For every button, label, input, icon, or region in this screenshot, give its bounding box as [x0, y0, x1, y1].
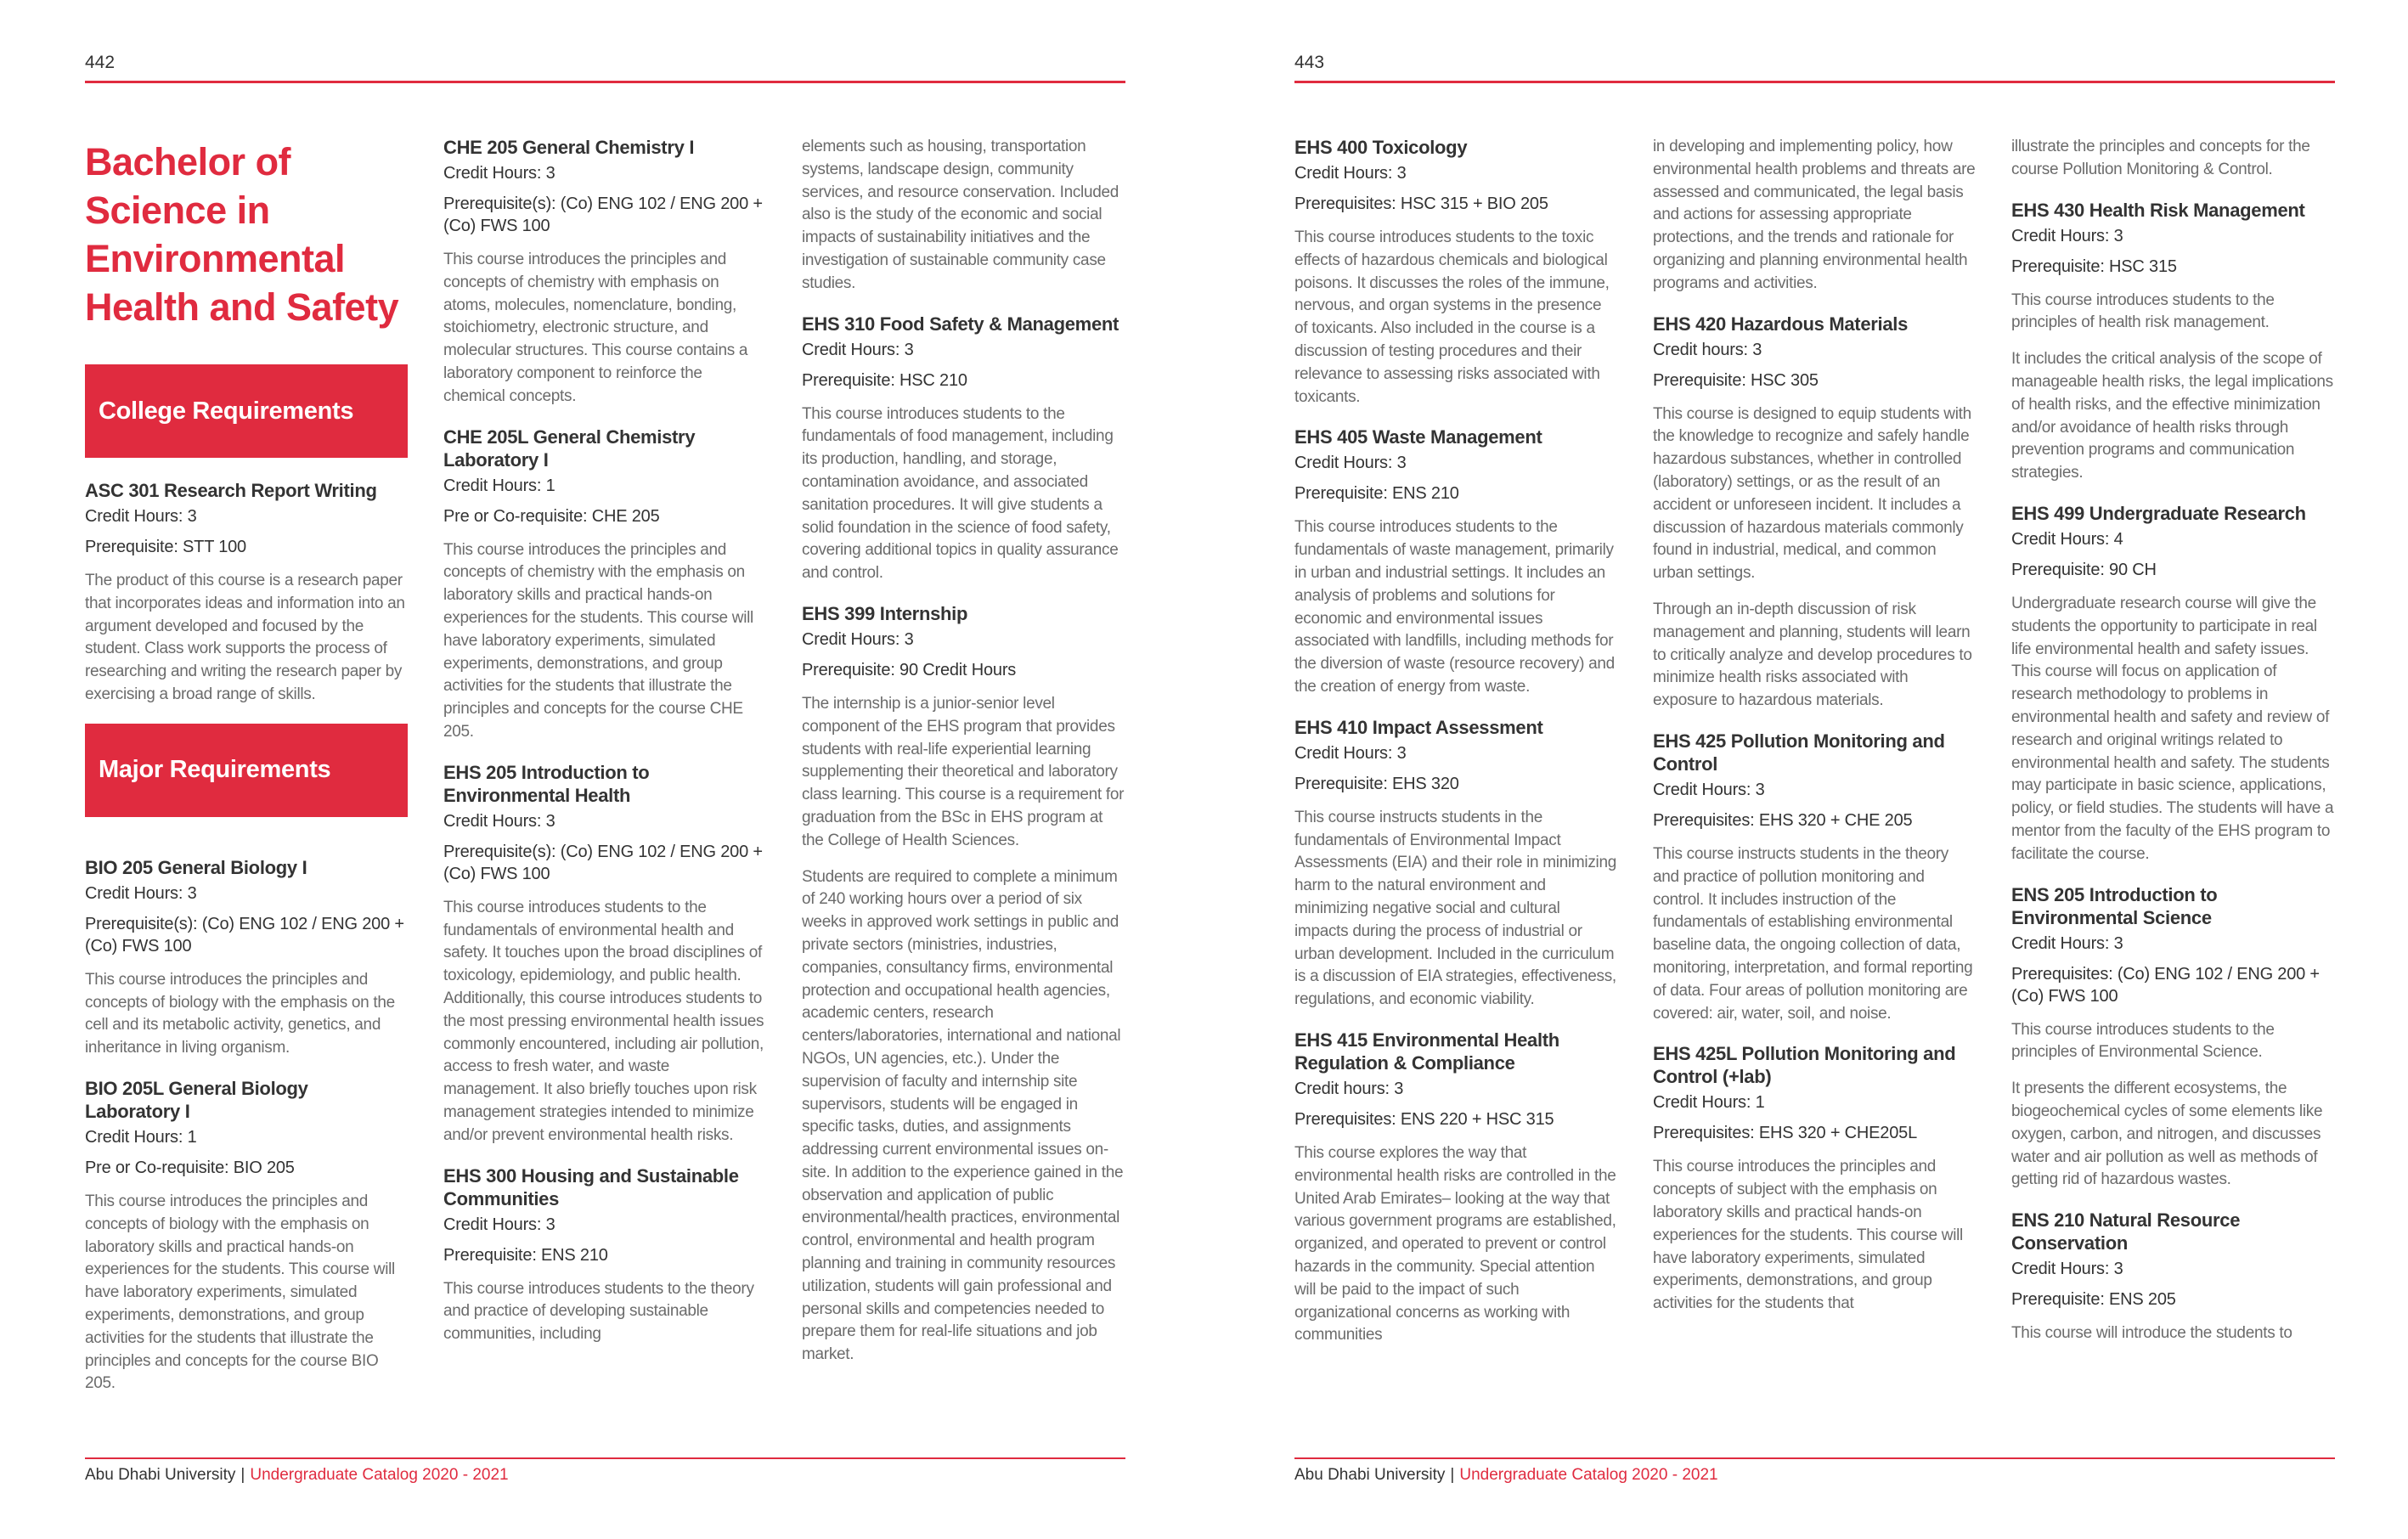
course-description: illustrate the principles and concepts for the course Pollution Monitoring & Control.: [2011, 138, 2310, 178]
column-1: [85, 136, 408, 1412]
course-title: BIO 205 General Biology I: [85, 856, 307, 878]
course-entry: [443, 136, 766, 409]
course-entry: [85, 856, 408, 1060]
course-credit-hours: Credit Hours: 3: [1294, 164, 1407, 183]
course-title: EHS 415 Environmental Health Regulation & Compliance: [1294, 1029, 1559, 1074]
course-description: This course introduces the principles and concepts of chemistry with emphasis on atoms, molecules, nomenclature, bonding, stoichiometry, electronic structure, and molecular structures. This course contains a laboratory component to reinforce the chemical concepts.: [443, 251, 748, 405]
course-title: EHS 205 Introduction to Environmental Health: [443, 761, 650, 806]
footer-university: Abu Dhabi University: [85, 1466, 236, 1484]
course-list: [1294, 136, 1617, 1347]
course-title: CHE 205 General Chemistry I: [443, 137, 695, 158]
course-title: BIO 205L General Biology Laboratory I: [85, 1077, 308, 1122]
course-description: elements such as housing, transportation systems, landscape design, community services, and resource conservation. Included also is the study of the economic and social impacts of sustainability initiatives and the investigation of sustainable community case studies.: [802, 138, 1119, 292]
course-credit-hours: Credit Hours: 3: [443, 811, 555, 831]
course-entry: [2011, 1209, 2334, 1345]
course-credit-hours: Credit Hours: 3: [802, 340, 914, 359]
course-credit-hours: Credit Hours: 3: [1294, 454, 1407, 473]
course-title: EHS 430 Health Risk Management: [2011, 199, 2305, 221]
course-title: EHS 425 Pollution Monitoring and Control: [1653, 730, 1945, 775]
course-title: EHS 310 Food Safety & Management: [802, 313, 1119, 335]
course-credit-hours: Credit Hours: 3: [802, 629, 914, 649]
course-entry: [1294, 1029, 1617, 1347]
top-divider: [1294, 81, 2335, 83]
course-description: This course introduces the principles and concepts of biology with the emphasis on the cell and its metabolic activity, genetics, and inheritance in living organism.: [85, 970, 395, 1057]
left-page: [85, 0, 1204, 1539]
course-prerequisite: Prerequisites: EHS 320 + CHE205L: [1653, 1124, 1917, 1143]
course-description: This course instructs students in the fundamentals of Environmental Impact Assessments (EIA) and their role in minimizing harm to the natural environment and minimizing negative social and cultural impacts during the process of industrial or urban development. Included in the curriculum is a discussion of EIA strategies, effectiveness, regulations, and economic viability.: [1294, 808, 1617, 1009]
course-prerequisite: Pre or Co-requisite: BIO 205: [85, 1158, 295, 1177]
course-credit-hours: Credit Hours: 4: [2011, 529, 2123, 549]
course-prerequisite: Prerequisites: EHS 320 + CHE 205: [1653, 810, 1913, 830]
course-prerequisite: Prerequisite: ENS 210: [443, 1245, 608, 1265]
course-prerequisite: Pre or Co-requisite: CHE 205: [443, 506, 660, 526]
course-prerequisite: Prerequisite(s): (Co) ENG 102 / ENG 200 + (Co) FWS 100: [443, 842, 763, 883]
column-2: [1653, 136, 1976, 1333]
course-prerequisite: Prerequisite(s): (Co) ENG 102 / ENG 200 + (Co) FWS 100: [85, 914, 404, 956]
course-credit-hours: Credit Hours: 3: [1653, 780, 1765, 799]
course-entry: [2011, 199, 2334, 485]
top-divider: [85, 81, 1125, 83]
course-description: This course introduces students to the fundamentals of waste management, primarily in urban and industrial settings. It includes an analysis of problems and solutions for economic and environmental issues associated with landfills, including methods for the diversion of waste (resource recovery) and the creation of energy from waste.: [1294, 518, 1615, 696]
footer-university: Abu Dhabi University: [1294, 1466, 1446, 1484]
course-prerequisite: Prerequisite: HSC 315: [2011, 256, 2177, 276]
course-entry: [1294, 426, 1617, 698]
course-description: This course introduces students to the fundamentals of environmental health and safety. It touches upon the broad disciplines of toxicology, epidemiology, and public health. Additionally, this course introduces students to the most pressing environmental health issues commonly encountered, including air pollution, access to fresh water, and waste management. It also briefly touches upon risk management strategies intended to minimize and/or prevent environmental health risks.: [443, 898, 764, 1144]
footer-catalog: Undergraduate Catalog 2020 - 2021: [250, 1466, 509, 1484]
course-description: It includes the critical analysis of the scope of manageable health risks, the legal implications of health risks, and the effective minimization and/or avoidance of health risks through prevention programs and communication strategies.: [2011, 350, 2333, 482]
course-credit-hours: Credit Hours: 3: [85, 883, 197, 903]
course-prerequisite: Prerequisite: STT 100: [85, 538, 246, 556]
course-title: EHS 420 Hazardous Materials: [1653, 313, 1909, 335]
footer-catalog: Undergraduate Catalog 2020 - 2021: [1459, 1466, 1718, 1484]
course-prerequisite: Prerequisite(s): (Co) ENG 102 / ENG 200 + (Co) FWS 100: [443, 194, 763, 235]
course-title: EHS 425L Pollution Monitoring and Control (+lab): [1653, 1043, 1956, 1088]
course-credit-hours: Credit Hours: 3: [2011, 933, 2123, 953]
course-credit-hours: Credit Hours: 3: [2011, 1260, 2123, 1279]
course-entry: [1294, 716, 1617, 1012]
course-description: Through an in-depth discussion of risk management and planning, students will learn to critically analyze and develop procedures to minimize health risks associated with exposure to hazardous materials.: [1653, 600, 1972, 710]
course-description: This course introduces students to the principles of Environmental Science.: [2011, 1020, 2275, 1062]
course-credit-hours: Credit Hours: 3: [443, 1215, 555, 1234]
course-title: CHE 205L General Chemistry Laboratory I: [443, 426, 696, 471]
course-description: This course introduces students to the fundamentals of food management, including its production, handling, and storage, contamination avoidance, and associated sanitation procedures. It will give students a solid foundation in the science of food safety, covering additional topics in quality assurance and control.: [802, 404, 1119, 583]
bottom-divider: [85, 1457, 1125, 1459]
course-description: This course is designed to equip students with the knowledge to recognize and safely handle hazardous substances, whether in controlled (laboratory) settings, or as the result of an accident or unforeseen incident. It includes a discussion of hazardous materials commonly found in industrial, medical, and common urban settings.: [1653, 404, 1971, 583]
course-description: Undergraduate research course will give the students the opportunity to participate in real life environmental health and safety issues. This course will focus on application of research methodology to problems in environmental health and safety and review of research and original writings related to environmental health and safety. The students may participate in basic science, applications, policy, or field studies. The students will have a mentor from the faculty of the EHS program to facilitate the course.: [2011, 594, 2334, 863]
course-entry: [2011, 883, 2334, 1192]
course-entry: [802, 313, 1125, 585]
major-requirements-heading: Major Requirements: [85, 724, 408, 817]
bottom-divider: [1294, 1457, 2335, 1459]
course-entry: [1653, 136, 1976, 296]
college-requirements-heading: College Requirements: [85, 364, 408, 458]
course-title: EHS 499 Undergraduate Research: [2011, 502, 2306, 524]
course-entry: [802, 602, 1125, 1367]
course-credit-hours: Credit hours: 3: [1653, 340, 1762, 359]
course-entry: [443, 1164, 766, 1346]
column-3: [2011, 136, 2334, 1362]
course-credit-hours: Credit Hours: 3: [85, 507, 197, 526]
course-description: The product of this course is a research paper that incorporates ideas and information into an argument developed and focused by the student. Class work supports the process of researching and writing the research paper by exercising a broad range of skills.: [85, 572, 405, 703]
course-description: This course introduces students to the toxic effects of hazardous chemicals and biological poisons. It discusses the roles of the immune, nervous, and organ systems in the presence of toxicants. Also included in the course is a discussion of testing procedures and their relevance to assessing risks associated with toxicants.: [1294, 228, 1610, 406]
course-credit-hours: Credit Hours: 3: [1294, 743, 1407, 763]
course-description: The internship is a junior-senior level component of the EHS program that provides students with real-life experiential learning supplementing their theoretical and laboratory class learning. This course is a requirement for graduation from the BSc in EHS program at the College of Health Sciences.: [802, 694, 1125, 849]
course-prerequisite: Prerequisites: ENS 220 + HSC 315: [1294, 1109, 1554, 1129]
course-prerequisite: Prerequisite: EHS 320: [1294, 774, 1459, 793]
course-title: EHS 300 Housing and Sustainable Communities: [443, 1164, 739, 1209]
course-prerequisite: Prerequisite: ENS 210: [1294, 484, 1459, 504]
page-number: 442: [85, 53, 116, 72]
course-description: This course introduces students to the theory and practice of developing sustainable communities, including: [443, 1279, 754, 1344]
course-title: ENS 205 Introduction to Environmental Science: [2011, 883, 2218, 928]
course-credit-hours: Credit Hours: 1: [85, 1127, 197, 1147]
course-credit-hours: Credit Hours: 1: [443, 476, 555, 495]
course-description: This course introduces the principles and concepts of biology with the emphasis on laboratory skills and practical hands-on experiences for the students. This course will have laboratory experiments, simulated experiments, demonstrations, and group activities for the students that illustrate the principles and concepts for the course BIO 205.: [85, 1192, 395, 1393]
course-prerequisite: Prerequisite: ENS 205: [2011, 1290, 2176, 1310]
course-entry: [1294, 136, 1617, 409]
course-list: [443, 136, 766, 1346]
course-credit-hours: Credit hours: 3: [1294, 1079, 1404, 1098]
course-credit-hours: Credit Hours: 1: [1653, 1093, 1765, 1113]
footer: [1294, 1466, 1718, 1485]
course-description: This course introduces the principles and concepts of chemistry with the emphasis on laboratory skills and practical hands-on experiences for the students. This course will have laboratory experiments, simulated experiments, demonstrations, and group activities for the students that illustrate the principles and concepts for the course CHE 205.: [443, 540, 753, 741]
course-prerequisite: Prerequisite: 90 CH: [2011, 560, 2157, 579]
course-list: [1653, 136, 1976, 1316]
course-description: This course introduces students to the principles of health risk management.: [2011, 290, 2275, 332]
course-credit-hours: Credit Hours: 3: [443, 164, 555, 183]
course-list: [2011, 136, 2334, 1345]
column-2: [443, 136, 766, 1363]
course-description: Students are required to complete a minimum of 240 working hours over a period of six weeks in approved work settings in public and private sectors (ministries, industries, companies, consultancy firms, environmental protection and occupational health agencies, academic centers, research centers/laboratories, international and national NGOs, UN agencies, etc.). Under the supervision of faculty and internship site supervisors, students will be engaged in specific tasks, duties, and assignments addressing current environmental issues on-site. In addition to the experience gained in the observation and application of public environmental/health practices, environmental control, environmental and health program planning and training in community resources utilization, students will gain professional and personal skills and competencies needed to prepare them for real-life situations and job market.: [802, 867, 1124, 1364]
column-3: [802, 136, 1125, 1384]
course-entry: [1653, 313, 1976, 713]
course-title: EHS 405 Waste Management: [1294, 426, 1542, 448]
course-entry: [85, 1077, 408, 1395]
course-description: It presents the different ecosystems, the biogeochemical cycles of some elements like oxygen, carbon, and nitrogen, and discusses water and air pollution as well as methods of getting rid of hazardous wastes.: [2011, 1080, 2323, 1189]
course-description: This course instructs students in the theory and practice of pollution monitoring and control. It includes instruction of the fundamentals of establishing environmental baseline data, the ongoing collection of data, monitoring, interpretation, and formal reporting of data. Four areas of pollution monitoring are covered: air, water, soil, and noise.: [1653, 844, 1973, 1023]
course-prerequisite: Prerequisites: HSC 315 + BIO 205: [1294, 194, 1548, 213]
course-entry: [443, 426, 766, 744]
course-title: EHS 400 Toxicology: [1294, 137, 1468, 158]
course-description: This course explores the way that environmental health risks are controlled in the United Arab Emirates– looking at the way that various government programs are established, organized, and operated to prevent or control hazards in the community. Special attention will be paid to the impact of such organizational concerns as working with communities: [1294, 1143, 1616, 1345]
course-description: This course introduces the principles and concepts of subject with the emphasis on laboratory skills and practical hands-on experiences for the students. This course will have laboratory experiments, simulated experiments, demonstrations, and group activities for the students that: [1653, 1158, 1963, 1313]
course-credit-hours: Credit Hours: 3: [2011, 226, 2123, 245]
footer-separator: |: [240, 1466, 245, 1484]
course-list: [802, 136, 1125, 1367]
course-entry: [1653, 1042, 1976, 1316]
course-prerequisite: Prerequisite: 90 Credit Hours: [802, 660, 1017, 679]
course-title: EHS 399 Internship: [802, 602, 968, 624]
course-title: ASC 301 Research Report Writing: [85, 480, 377, 501]
course-description: in developing and implementing policy, how environmental health problems and threats are assessed and communicated, the legal basis and actions for assessing appropriate protections, and the trends and rationale for organizing and planning environmental health programs and activities.: [1653, 138, 1976, 292]
course-title: EHS 410 Impact Assessment: [1294, 716, 1543, 738]
page-number: 443: [1294, 53, 1325, 72]
course-prerequisite: Prerequisites: (Co) ENG 102 / ENG 200 + (Co) FWS 100: [2011, 964, 2320, 1006]
course-entry: [85, 479, 408, 707]
course-title: ENS 210 Natural Resource Conservation: [2011, 1209, 2241, 1254]
course-entry: [2011, 502, 2334, 866]
major-course-list: [85, 856, 408, 1395]
column-1: [1294, 136, 1617, 1364]
course-description: This course will introduce the students to: [2011, 1324, 2292, 1343]
right-page: [1294, 0, 2408, 1539]
course-entry: [443, 761, 766, 1147]
page-title: Bachelor of Science in Environmental Health and Safety: [85, 140, 399, 329]
course-prerequisite: Prerequisite: HSC 305: [1653, 370, 1819, 390]
course-entry: [1653, 730, 1976, 1025]
college-course-list: [85, 479, 408, 707]
course-entry: [802, 136, 1125, 296]
course-prerequisite: Prerequisite: HSC 210: [802, 370, 967, 390]
course-entry: [2011, 136, 2334, 182]
footer: [85, 1466, 509, 1485]
footer-separator: |: [1450, 1466, 1455, 1484]
